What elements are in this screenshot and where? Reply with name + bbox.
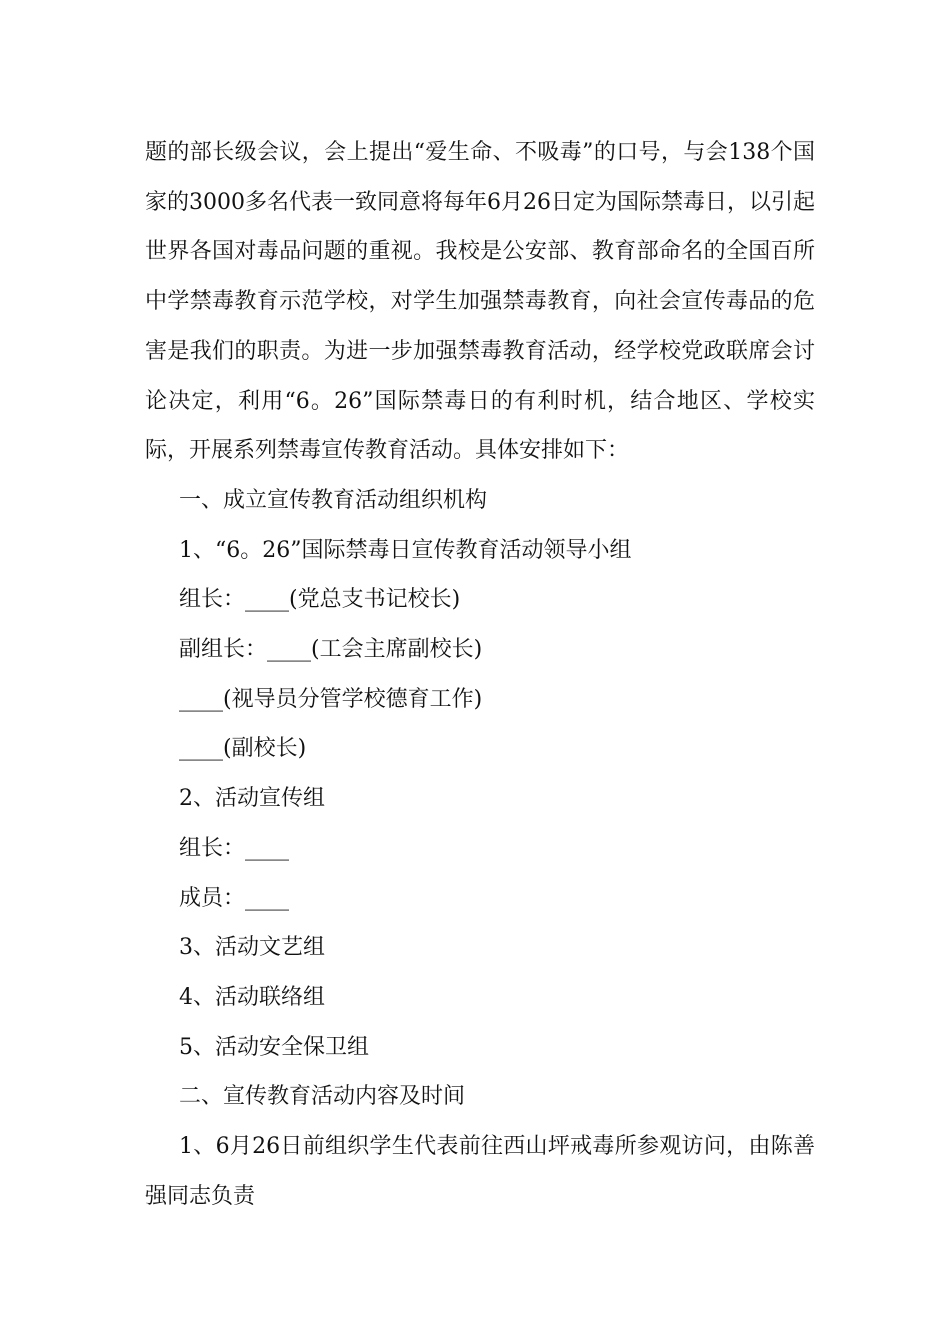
list-item-vice-principal: ____(副校长) bbox=[179, 736, 307, 762]
list-item-visit: 1、6月26日前组织学生代表前往西山坪戒毒所参观访问，由陈善强同志负责 bbox=[145, 1134, 815, 1209]
list-item-leadership-group: 1、“6。26”国际禁毒日宣传教育活动领导小组 bbox=[179, 537, 632, 563]
list-item-publicity-members: 成员：____ bbox=[179, 885, 290, 911]
list-item-security-group: 5、活动安全保卫组 bbox=[179, 1034, 369, 1060]
intro-paragraph: 题的部长级会议，会上提出“爱生命、不吸毒”的口号，与会138个国家的3000多名代表一致同意将每年6月26日定为国际禁毒日，以引起世界各国对毒品问题的重视。我校是公安部、教育部命名的全国百所中学禁毒教育示范学校，对学生加强禁毒教育，向社会宣传毒品的危害是我们的职责。为进一步加强禁毒教育活动，经学校党政联席会讨论决定，利用“6。26”国际禁毒日的有利时机，结合地区、学校实际，开展系列禁毒宣传教育活动。具体安排如下： bbox=[145, 140, 815, 464]
document-body bbox=[145, 128, 815, 1221]
list-item-publicity-leader: 组长：____ bbox=[179, 835, 290, 861]
section-heading-organization: 一、成立宣传教育活动组织机构 bbox=[179, 487, 488, 513]
list-item-liaison-group: 4、活动联络组 bbox=[179, 984, 325, 1010]
list-item-inspector: ____(视导员分管学校德育工作) bbox=[179, 686, 483, 712]
list-item-leader: 组长：____(党总支书记校长) bbox=[179, 587, 461, 613]
list-item-arts-group: 3、活动文艺组 bbox=[179, 935, 325, 961]
section-heading-activities: 二、宣传教育活动内容及时间 bbox=[179, 1084, 466, 1110]
list-item-deputy-leader: 副组长：____(工会主席副校长) bbox=[179, 637, 483, 663]
list-item-publicity-group: 2、活动宣传组 bbox=[179, 786, 325, 812]
